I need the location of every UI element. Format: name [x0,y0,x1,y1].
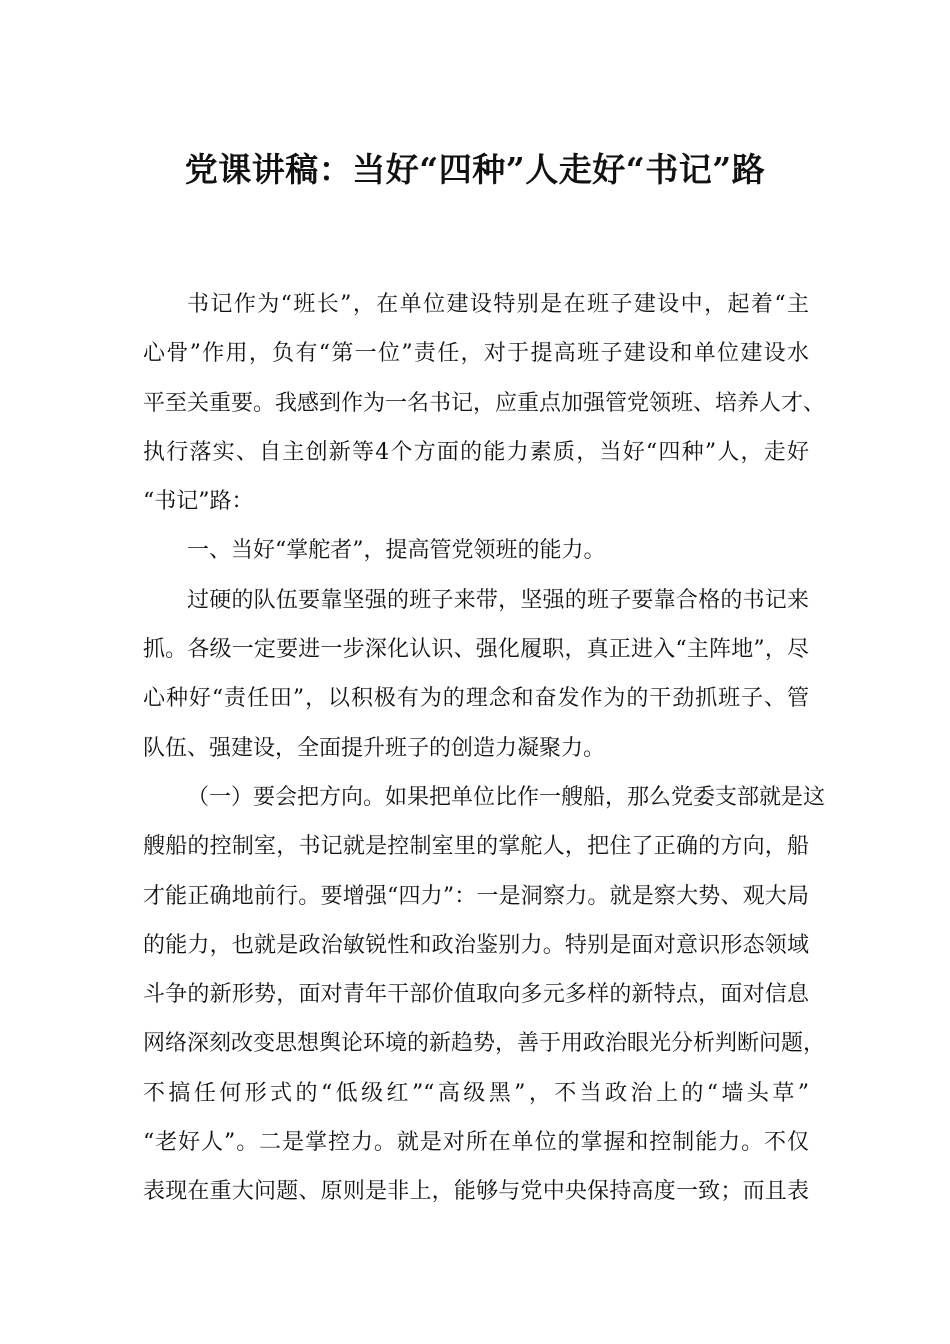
document-title: 党课讲稿：当好“四种”人走好“书记”路 [184,150,766,189]
paragraph-line: 表现在重大问题、原则是非上，能够与党中央保持高度一致；而且表 [143,1179,809,1205]
document-body [143,291,826,1228]
paragraph-line: 的能力，也就是政治敏锐性和政治鉴别力。特别是面对意识形态领域 [143,932,809,958]
paragraph-line: 过硬的队伍要靠坚强的班子来带，坚强的班子要靠合格的书记来 [187,587,809,613]
paragraph-line: 平至关重要。我感到作为一名书记，应重点加强管党领班、培养人才、 [143,390,826,416]
paragraph-line: 网络深刻改变思想舆论环境的新趋势，善于用政治眼光分析判断问题， [143,1031,826,1057]
paragraph-line: 心种好“责任田”，以积极有为的理念和奋发作为的干劲抓班子、管 [143,686,809,712]
paragraph-line: 不搞任何形式的“低级红”“高级黑”，不当政治上的“墙头草” [143,1080,809,1106]
paragraph-line: 队伍、强建设，全面提升班子的创造力凝聚力。 [143,735,606,761]
paragraph-line: “老好人”。二是掌控力。就是对所在单位的掌握和控制能力。不仅 [143,1130,809,1156]
paragraph-line: 艘船的控制室，书记就是控制室里的掌舵人，把住了正确的方向，船 [143,834,809,860]
paragraph-line: 才能正确地前行。要增强“四力”：一是洞察力。就是察大势、观大局 [143,883,809,909]
paragraph-line: 斗争的新形势，面对青年干部价值取向多元多样的新特点，面对信息 [143,982,809,1008]
paragraph-line: 书记作为“班长”，在单位建设特别是在班子建设中，起着“主 [187,292,809,317]
paragraph-line: 执行落实、自主创新等4个方面的能力素质，当好“四种”人，走好 [143,439,809,465]
paragraph-line: 心骨”作用，负有“第一位”责任，对于提高班子建设和单位建设水 [143,341,809,367]
paragraph-line: 一、当好“掌舵者”，提高管党领班的能力。 [187,538,606,564]
paragraph-line: 抓。各级一定要进一步深化认识、强化履职，真正进入“主阵地”，尽 [143,637,809,663]
paragraph-line: （一）要会把方向。如果把单位比作一艘船，那么党委支部就是这 [187,784,826,810]
paragraph-line: “书记”路： [143,489,254,515]
